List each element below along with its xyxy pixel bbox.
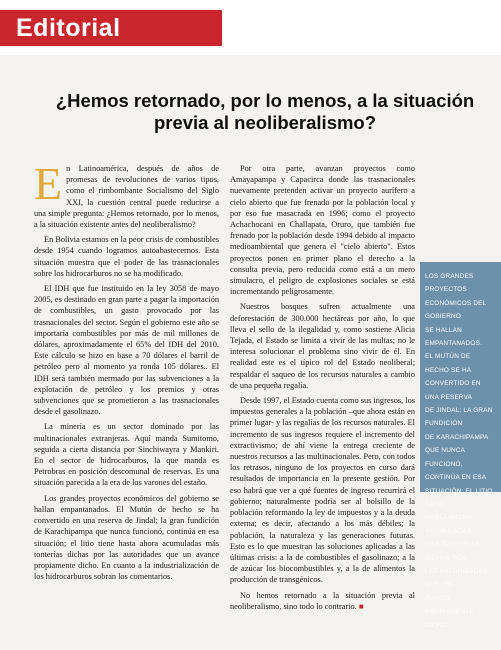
paragraph [230, 590, 415, 612]
pull-quote-line: CONVERTIDO EN UNA RESERVA [425, 380, 481, 401]
section-tab [0, 10, 222, 46]
paragraph: La minería es un sector dominado por las multinacionales extranjeras. Aquí manda Sumitomo, seguida a cierta distancia por Sinchiwayra y Mankiri. En el sector de hidrocarburos, la que manda es Petrobras en posición descomunal de reservas. Es una situación parecida a la era de los varones del estaño. [34, 422, 219, 488]
paragraph [34, 158, 219, 230]
paragraph: Desde 1997, el Estado cuenta como sus ingresos, los impuestos generales a la población –que ahora están en primer lugar- y las regalías de los recursos naturales. El incremento de sus ingresos requiere el incremento del extractivismo; de ahí viene la entrega creciente de nuestros recursos a las multinacionales. Pero, con todos los retrasos, ninguno de los proyectos en curso dará resultados de importancia en la presente gestión. Por eso habrá que ver a qué fuentes de ingreso recurrirá el gobierno; naturalmente podría ser al bolsillo de la población reformando la ley de impuestos y a la deuda externa; es decir, afectando a los más débiles; la población, la naturaleza y las generaciones futuras. Esto es lo que muestran las soluciones aplicadas a las últimas crisis: a la de combustibles el gasolinazo; a la de azúcar los biocombustibles y, a la de alimentos la producción de transgénicos. [230, 396, 415, 585]
paragraph: Los grandes proyectos económicos del gobierno se hallan empantanados. El Mutún de hecho se ha convertido en una reserva de Jindal; la gran fundición de Karachipampa que nunca funcionó, continúa en esa situación; el litio tiene hasta ahora acumuladas más tonterías dichas por las autoridades que un avance propiamente dicho. En cuanto a la industrialización de los hidrocarburos sobran los comentarios. [34, 493, 219, 582]
headline: ¿Hemos retornado, por lo menos, a la situación previa al neoliberalismo? [55, 90, 475, 133]
pull-quote-line: LOS GRANDES PROYECTOS [425, 273, 474, 294]
end-mark: ■ [358, 601, 364, 611]
paragraph-text: No hemos retornado a la situación previa al neoliberalismo, sino todo lo contrario. [230, 590, 415, 611]
pull-quote-line: HASTA AHORA ACUMULADAS [425, 514, 472, 535]
pull-quote-line: ECONÓMICOS DEL GOBIERNO [425, 299, 487, 321]
pull-quote-line: LAS AUTORIDADES QUE UN [425, 567, 488, 589]
pull-quote-line: DE KARACHIPAMPA QUE NUNCA [425, 433, 489, 455]
pull-quote [420, 262, 501, 629]
pull-quote-line: MÁS TONTERÍAS DICHAS POR [425, 541, 480, 562]
pull-quote-line: SITUACIÓN; EL LITIO TIENE [425, 487, 493, 508]
article-column-2 [230, 163, 415, 616]
pull-quote-line: FUNCIONÓ, CONTINÚA EN ESA [425, 460, 487, 482]
pull-quote-line: SE HALLAN EMPANTANADOS. [425, 326, 483, 348]
drop-cap: E [34, 158, 63, 209]
paragraph-text: n Latinoamérica, después de años de promesas de revoluciones de varios tipos, como el rimbombante Socialismo del Siglo XXI, la cuestión central puede reducirse a una simple pregunta: ¿Hemos retornado, por lo menos, a la situación existente antes del neoliberalismo? [34, 164, 219, 230]
paragraph: El IDH que fue instituido en la ley 3058 de mayo 2005, es destinado en gran parte a pagar la importación de combustibles, un gasto provocado por las trasnacionales del sector. Según el gobierno este año se importaría combustibles por más de mil millones de dólares, aproximadamente el 65% del IDH del 2010. Este cálculo se hizo en base a 70 dólares el barril de petróleo pero al momento ya ronda 105 dólares.. El IDH será también mermado por las subvenciones a la explotación de petróleo y los premios y otras subvenciones que se prometieron a las trasnacionales desde el gasolinazo. [34, 284, 219, 417]
paragraph: Nuestros bosques sufren actualmente una deforestación de 300.000 hectáreas por año, lo que lleva el sello de la ilegalidad y, como sostiene Alicia Tejada, el Estado se limita a vivir de las multas; no le interesa solucionar el problema sino vivir de él. En realidad este es el típico rol del Estado neoliberal; respaldar el saqueo de los recursos naturales a cambio de una pequeña regalía. [230, 302, 415, 390]
pull-quote-line: EL MUTÚN DE HECHO SE HA [425, 353, 472, 374]
article-column-1 [34, 158, 219, 586]
section-label: Editorial [16, 14, 121, 42]
pull-quote-line: AVANCE PROPIAMENTE DICHO. [425, 594, 474, 629]
paragraph: En Bolivia estamos en la peor crisis de combustibles desde 1954 cuando logramos autoabastecernos. Esta situación muestra que el poder de las trasnacionales sobre los hidrocarburos no se ha modificado. [34, 235, 219, 278]
pull-quote-line: DE JINDAL; LA GRAN FUNDICIÓN [425, 407, 493, 428]
paragraph: Por otra parte, avanzan proyectos como Amayapampa y Capacirca donde las trasnacionales nuevamente pretenden activar un proyecto aurífero a cielo abierto que fue frenado por la población local y por eso fue masacrada en 1996; como el proyecto Achachocani en Challapata, Oruro, que también fue frenado por la población desde 1994 debido al impacto medioambiental que genera el "cielo abierto". Estos proyectos ponen en primer plano el derecho a la consulta previa, pero reducida como está a un mero simulacro, el peligro de explosiones sociales se está incrementando peligrosamente. [230, 164, 415, 297]
